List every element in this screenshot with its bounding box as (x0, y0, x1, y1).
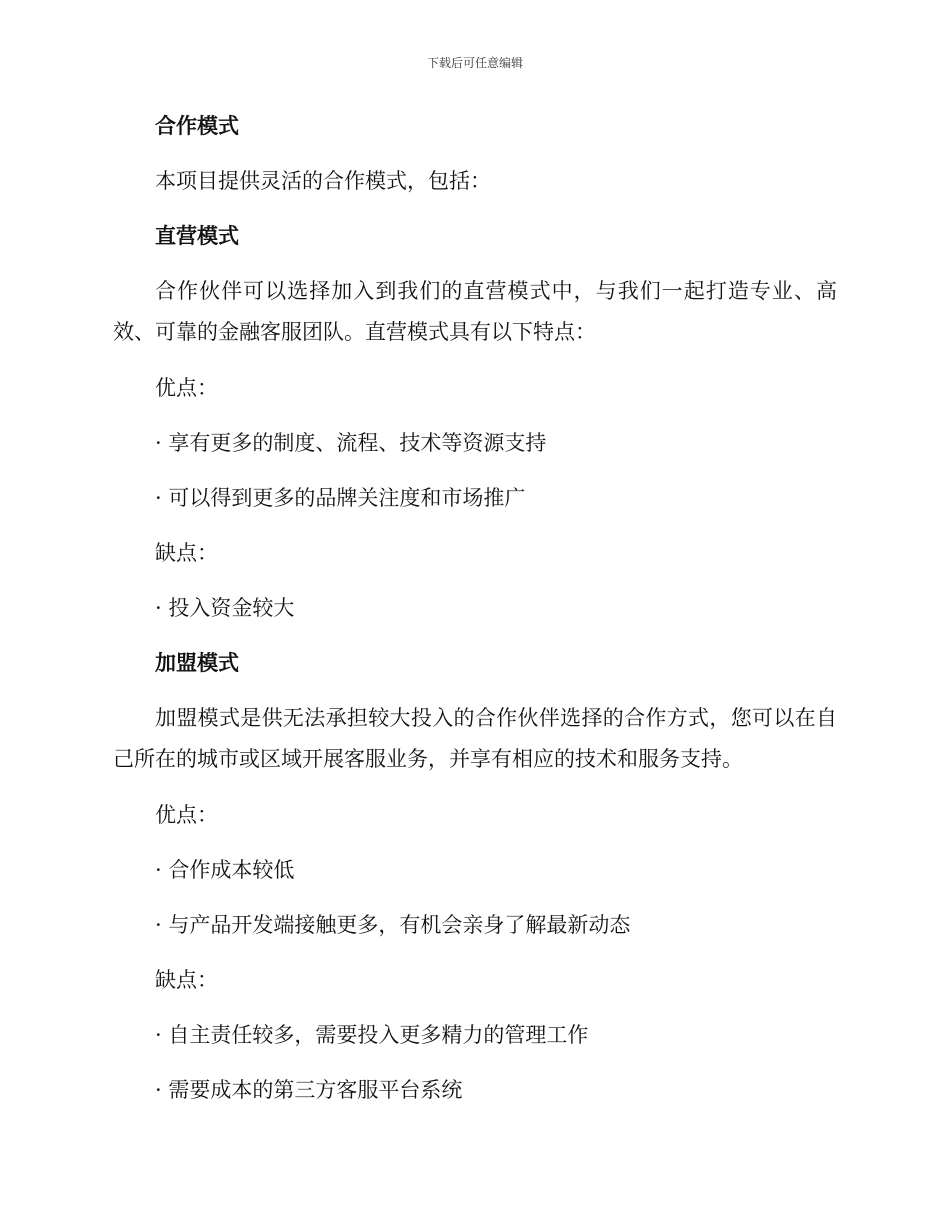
section-title-franchise: 加盟模式 (155, 651, 239, 675)
list-item: · 与产品开发端接触更多，有机会亲身了解最新动态 (155, 913, 631, 937)
list-item: · 投入资金较大 (155, 596, 295, 620)
direct-pros-label: 优点： (155, 376, 218, 400)
list-item: · 享有更多的制度、流程、技术等资源支持 (155, 431, 547, 455)
section-title-cooperation: 合作模式 (155, 114, 239, 138)
list-item: · 需要成本的第三方客服平台系统 (155, 1078, 463, 1102)
section-intro: 本项目提供灵活的合作模式，包括： (155, 169, 491, 193)
section-title-direct: 直营模式 (155, 224, 239, 248)
page-header-note: 下载后可任意编辑 (426, 56, 523, 70)
franchise-body: 加盟模式是供无法承担较大投入的合作伙伴选择的合作方式，您可以在自己所在的城市或区域开展客服业务，并享有相应的技术和服务支持。 (113, 706, 837, 771)
direct-cons-label: 缺点： (155, 541, 218, 565)
franchise-cons-label: 缺点： (155, 968, 218, 992)
list-item: · 自主责任较多，需要投入更多精力的管理工作 (155, 1023, 589, 1047)
franchise-pros-label: 优点： (155, 803, 218, 827)
list-item: · 合作成本较低 (155, 858, 295, 882)
document-body (113, 108, 837, 1108)
list-item: · 可以得到更多的品牌关注度和市场推广 (155, 486, 526, 510)
direct-body: 合作伙伴可以选择加入到我们的直营模式中，与我们一起打造专业、高效、可靠的金融客服团队。直营模式具有以下特点： (113, 279, 837, 344)
